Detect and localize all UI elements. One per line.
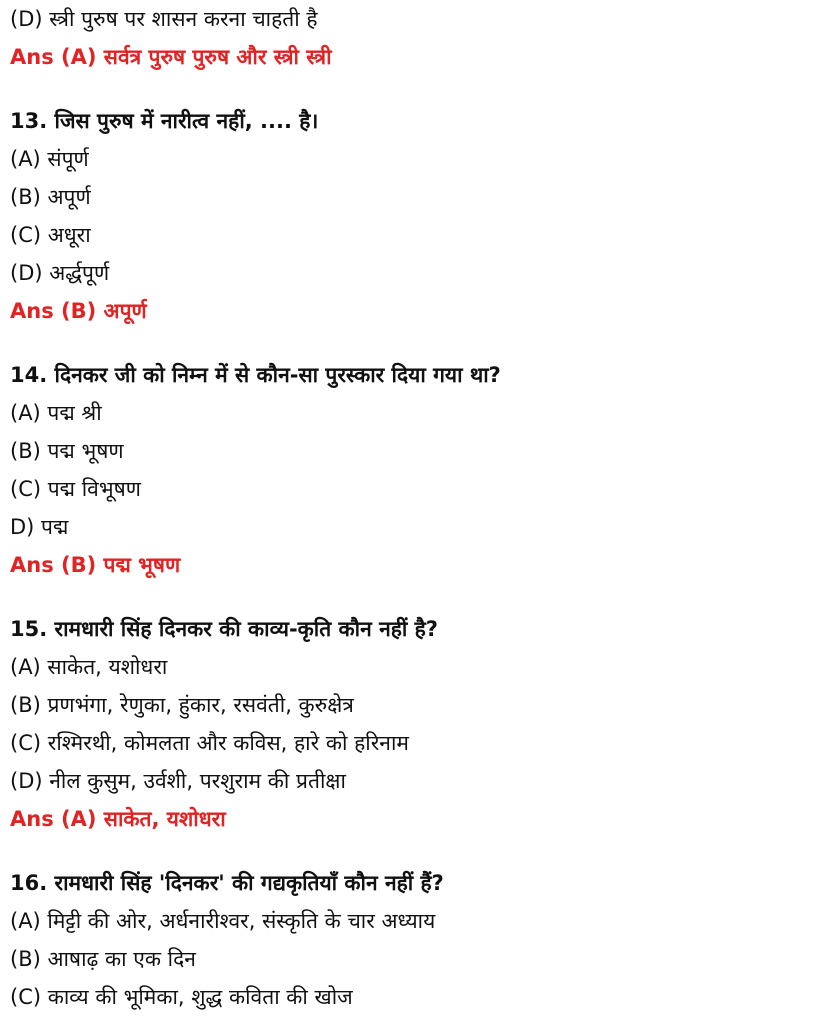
question-13 <box>10 106 805 334</box>
question-16 <box>10 868 805 1020</box>
option-c: (C) अधूरा <box>10 223 91 247</box>
question-14 <box>10 360 805 588</box>
option-c: (C) रश्मिरथी, कोमलता और कविस, हारे को हरिनाम <box>10 731 409 755</box>
option-d: (D) नील कुसुम, उर्वशी, परशुराम की प्रतीक्षा <box>10 769 346 793</box>
option-c: (C) काव्य की भूमिका, शुद्ध कविता की खोज <box>10 985 353 1009</box>
option-a: (A) मिट्टी की ओर, अर्धनारीश्वर, संस्कृति के चार अध्याय <box>10 909 436 933</box>
option-d: (D) स्त्री पुरुष पर शासन करना चाहती है <box>10 7 318 31</box>
option-b: (B) अपूर्ण <box>10 185 91 209</box>
question-15 <box>10 614 805 842</box>
question-text: 15. रामधारी सिंह दिनकर की काव्य-कृति कौन नहीं है? <box>10 617 438 641</box>
answer-line: Ans (B) पद्म भूषण <box>10 553 181 577</box>
question-text: 14. दिनकर जी को निम्न में से कौन-सा पुरस्कार दिया गया था? <box>10 363 501 387</box>
option-b: (B) प्रणभंगा, रेणुका, हुंकार, रसवंती, कुरुक्षेत्र <box>10 693 354 717</box>
option-b: (B) आषाढ़ का एक दिन <box>10 947 196 971</box>
quiz-page <box>10 0 805 1020</box>
option-c: (C) पद्म विभूषण <box>10 477 141 501</box>
option-d: D) पद्म <box>10 515 69 539</box>
option-a: (A) संपूर्ण <box>10 147 89 171</box>
answer-line: Ans (A) सर्वत्र पुरुष पुरुष और स्त्री स्त्री <box>10 45 332 69</box>
question-12-tail <box>10 4 805 80</box>
option-d: (D) अर्द्धपूर्ण <box>10 261 110 285</box>
answer-line: Ans (A) साकेत, यशोधरा <box>10 807 226 831</box>
question-text: 13. जिस पुरुष में नारीत्व नहीं, .... है। <box>10 109 319 133</box>
option-a: (A) पद्म श्री <box>10 401 102 425</box>
question-text: 16. रामधारी सिंह 'दिनकर' की गद्यकृतियाँ कौन नहीं हैं? <box>10 871 444 895</box>
option-a: (A) साकेत, यशोधरा <box>10 655 168 679</box>
option-b: (B) पद्म भूषण <box>10 439 124 463</box>
answer-line: Ans (B) अपूर्ण <box>10 299 147 323</box>
